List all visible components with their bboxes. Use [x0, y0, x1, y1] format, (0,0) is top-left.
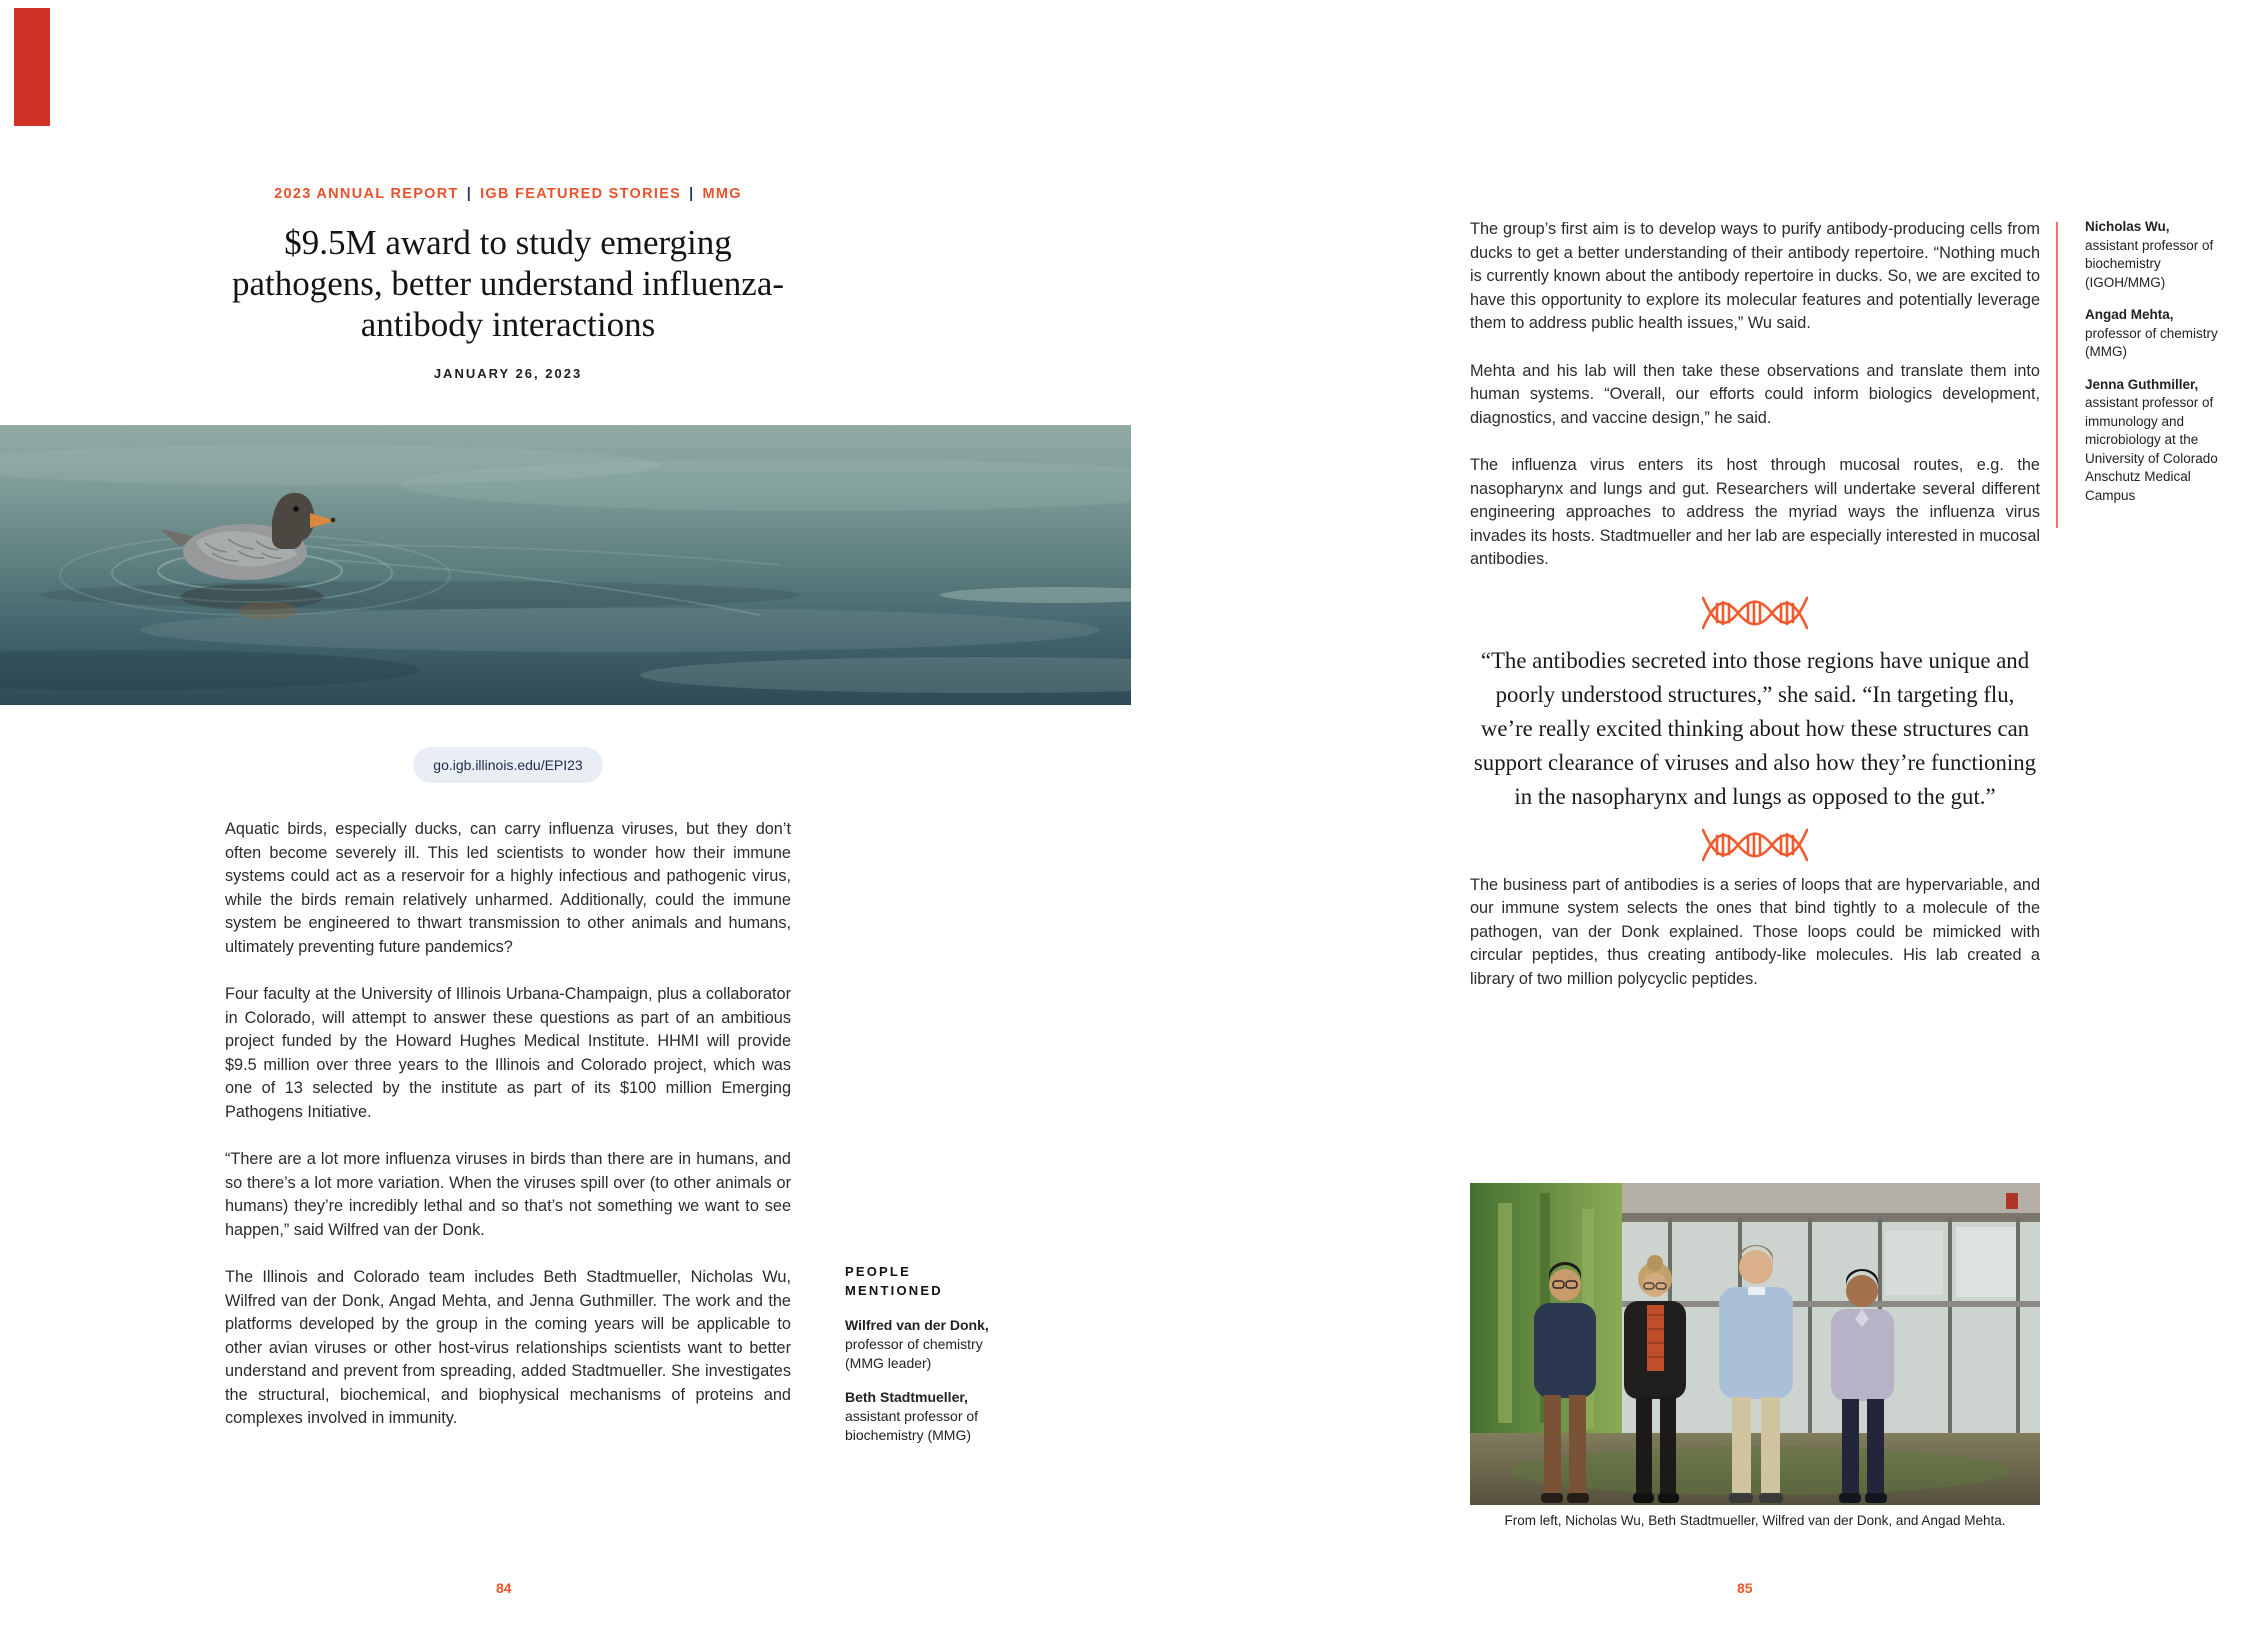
- dna-strand-icon: [1702, 596, 1808, 630]
- person-role: assistant professor of immunology and microbiology at the University of Colorado Anschutz Medical Campus: [2085, 395, 2218, 503]
- breadcrumb-separator: |: [466, 186, 473, 202]
- person-entry: [2085, 218, 2225, 292]
- people-mentioned-sidebar: [845, 1262, 1001, 1460]
- article-header: [225, 186, 791, 381]
- pull-quote: “The antibodies secreted into those regions have unique and poorly understood structures,” she said. “In targeting flu, we’re really excited thinking about how these structures can support clearance of viruses and also how they’re functioning in the nasopharynx and lungs as opposed to the gut.”: [1473, 647, 2037, 809]
- person-role: assistant professor of biochemistry (MMG): [845, 1408, 979, 1443]
- paragraph: Mehta and his lab will then take these observations and translate them into human systems. “Overall, our efforts could inform biologics development, diagnostics, and vaccine design,” he said.: [1470, 361, 2040, 427]
- team-photo: [1470, 1183, 2040, 1505]
- breadcrumb-item-featured-stories: IGB FEATURED STORIES: [480, 186, 682, 202]
- breadcrumb-separator: |: [689, 186, 695, 202]
- person-name: Angad Mehta,: [2085, 307, 2174, 322]
- duck-photo-illustration: [0, 425, 1131, 705]
- article-link-pill[interactable]: go.igb.illinois.edu/EPI23: [413, 747, 603, 783]
- paragraph: The group’s first aim is to develop ways to purify antibody-producing cells from ducks to get a better understanding of their antibody repertoire. “Nothing much is currently known about the antibody repertoire in ducks. So, we are excited to have this opportunity to explore its molecular features and potentially leverage them to address public health issues,” Wu said.: [1470, 220, 2040, 332]
- article-title: $9.5M award to study emerging pathogens, better understand influenza-antibody interactions: [231, 223, 785, 344]
- paragraph: The Illinois and Colorado team includes Beth Stadtmueller, Nicholas Wu, Wilfred van der Donk, Angad Mehta, and Jenna Guthmiller. The work and the platforms developed by the group in the coming years will be applicable to other avian viruses or other host-virus relationships scientists want to better understand and prevent from spreading, added Stadtmueller. She investigates the structural, biochemical, and biophysical mechanisms of proteins and complexes involved in immunity.: [225, 1268, 791, 1427]
- hero-photo-duck: [0, 425, 1131, 705]
- right-page-body: [1470, 218, 2040, 1015]
- sidebar-rule: [2056, 222, 2058, 528]
- paragraph: The business part of antibodies is a series of loops that are hypervariable, and our immune system selects the ones that bind tightly to a molecule of the pathogen, van der Donk explained. Those loops could be mimicked with circular peptides, thus creating antibody-like molecules. His lab created a library of two million polycyclic peptides.: [1470, 875, 2040, 988]
- person-name: Jenna Guthmiller,: [2085, 376, 2199, 392]
- team-photo-illustration: [1470, 1183, 2040, 1505]
- article-date: JANUARY 26, 2023: [433, 366, 583, 381]
- person-entry: [2085, 376, 2225, 506]
- people-mentioned-heading: PEOPLE MENTIONED: [845, 1264, 943, 1298]
- page-number-right: 85: [1737, 1580, 1753, 1596]
- person-name: Wilfred van der Donk,: [845, 1317, 989, 1333]
- breadcrumb: [225, 186, 791, 202]
- person-name: Nicholas Wu,: [2085, 219, 2170, 234]
- breadcrumb-item-mmg: MMG: [702, 186, 742, 202]
- person-role: professor of chemistry (MMG leader): [845, 1336, 983, 1371]
- dna-strand-icon: [1702, 828, 1808, 862]
- person-name: Beth Stadtmueller,: [845, 1389, 968, 1405]
- person-entry: [845, 1388, 1001, 1445]
- paragraph: The influenza virus enters its host through mucosal routes, e.g. the nasopharynx and lungs and gut. Researchers will undertake several different engineering approaches to address the myriad ways the influenza virus invades its hosts. Stadtmueller and her lab are especially interested in mucosal antibodies.: [1470, 456, 2040, 568]
- paragraph: “There are a lot more influenza viruses in birds than there are in humans, and so there’s a lot more variation. When the viruses spill over (to other animals or humans) they’re incredibly lethal and so that’s not something we want to see happen,” said Wilfred van der Donk.: [225, 1150, 791, 1239]
- person-role: assistant professor of biochemistry (IGOH/MMG): [2085, 237, 2214, 290]
- paragraph: Aquatic birds, especially ducks, can carry influenza viruses, but they don’t often become severely ill. This led scientists to wonder how their immune systems could act as a reservoir for a highly infectious and pathogenic virus, while the birds remain relatively unharmed. Additionally, could the immune system be engineered to thwart transmission to other animals and humans, ultimately preventing future pandemics?: [225, 820, 791, 956]
- paragraph: Four faculty at the University of Illinois Urbana-Champaign, plus a collaborator in Colorado, will attempt to answer these questions as part of an ambitious project funded by the Howard Hughes Medical Institute. HHMI will provide $9.5 million over three years to the Illinois and Colorado project, which was one of 13 selected by the institute as part of its $100 million Emerging Pathogens Initiative.: [225, 985, 791, 1121]
- person-entry: [845, 1316, 1001, 1373]
- person-role: professor of chemistry (MMG): [2085, 325, 2218, 359]
- person-entry: [2085, 306, 2225, 362]
- photo-caption: From left, Nicholas Wu, Beth Stadtmueller, Wilfred van der Donk, and Angad Mehta.: [1504, 1513, 2006, 1528]
- contributors-sidebar: [2085, 218, 2225, 519]
- page-number-left: 84: [496, 1580, 512, 1596]
- page-edge-mark: [14, 8, 50, 126]
- breadcrumb-item-report: 2023 ANNUAL REPORT: [274, 186, 459, 202]
- left-page-body: [225, 818, 791, 1455]
